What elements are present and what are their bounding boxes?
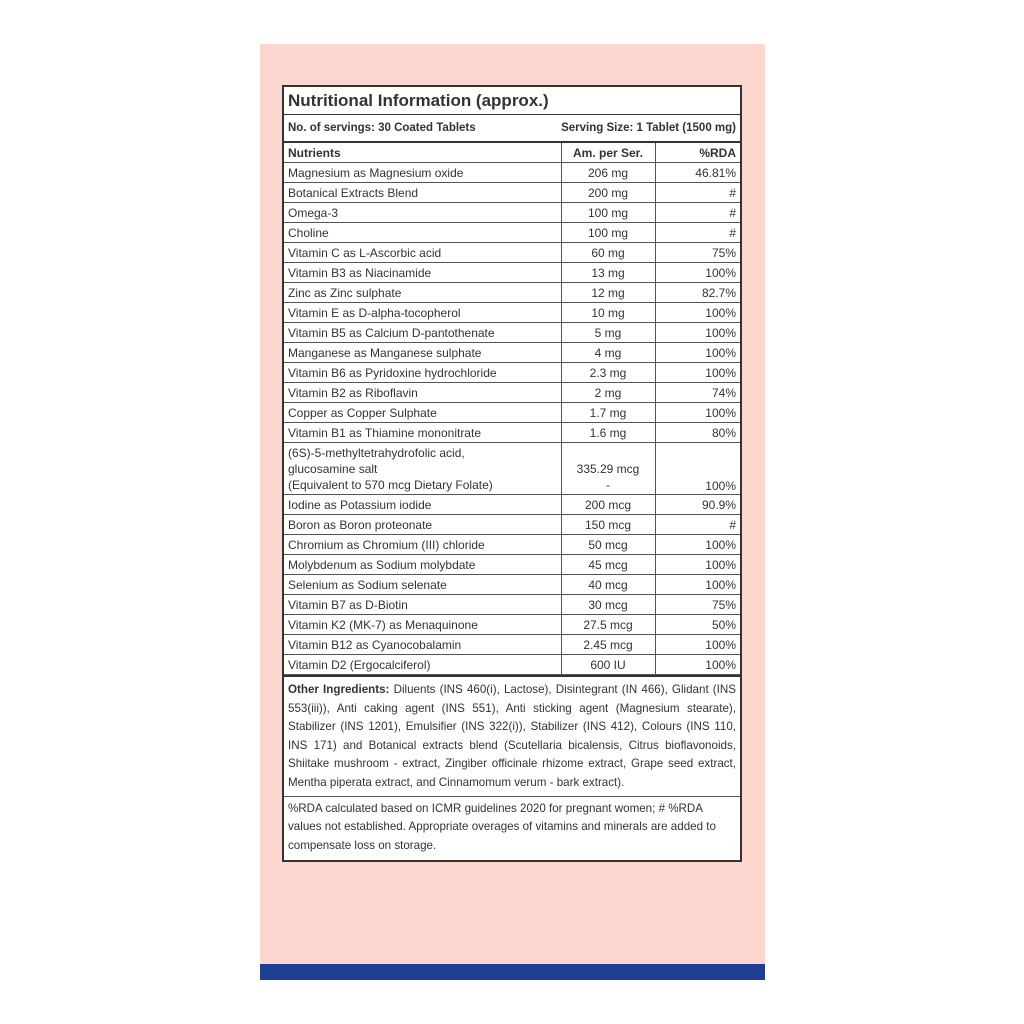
cell-rda: 100% — [655, 443, 740, 495]
nutrition-label — [282, 85, 742, 862]
cell-amount: 100 mg — [561, 203, 655, 223]
cell-nutrient: Selenium as Sodium selenate — [284, 575, 561, 595]
cell-rda: 46.81% — [655, 163, 740, 183]
table-row — [284, 635, 740, 655]
header-amount: Am. per Ser. — [561, 143, 655, 163]
cell-amount: 206 mg — [561, 163, 655, 183]
cell-rda: # — [655, 223, 740, 243]
table-row — [284, 575, 740, 595]
table-row — [284, 363, 740, 383]
cell-nutrient: Chromium as Chromium (III) chloride — [284, 535, 561, 555]
table-row — [284, 383, 740, 403]
cell-amount: 10 mg — [561, 303, 655, 323]
table-row — [284, 655, 740, 675]
table-row — [284, 243, 740, 263]
cell-amount: 1.6 mg — [561, 423, 655, 443]
cell-nutrient: Vitamin B2 as Riboflavin — [284, 383, 561, 403]
cell-nutrient: Vitamin K2 (MK-7) as Menaquinone — [284, 615, 561, 635]
cell-nutrient: Botanical Extracts Blend — [284, 183, 561, 203]
table-row — [284, 403, 740, 423]
servings-row — [284, 115, 740, 143]
table-row — [284, 263, 740, 283]
cell-rda: 74% — [655, 383, 740, 403]
cell-nutrient: Vitamin E as D-alpha-tocopherol — [284, 303, 561, 323]
cell-amount: 12 mg — [561, 283, 655, 303]
cell-rda: 75% — [655, 243, 740, 263]
table-row-folate — [284, 443, 740, 495]
cell-nutrient: Copper as Copper Sulphate — [284, 403, 561, 423]
table-row — [284, 343, 740, 363]
table-row — [284, 183, 740, 203]
cell-rda: # — [655, 515, 740, 535]
table-row — [284, 423, 740, 443]
cell-rda: 100% — [655, 343, 740, 363]
folate-amount2: - — [606, 478, 610, 492]
cell-nutrient: Vitamin B1 as Thiamine mononitrate — [284, 423, 561, 443]
cell-amount: 600 IU — [561, 655, 655, 675]
cell-rda: 100% — [655, 323, 740, 343]
cell-rda: 100% — [655, 575, 740, 595]
other-ingredients-text: Diluents (INS 460(i), Lactose), Disintegrant (IN 466), Glidant (INS 553(iii)), Anti caking agent (INS 551), Anti sticking agent (Magnesium stearate), Stabilizer (INS 1201), Emulsifier (INS 322(i)), Stabilizer (INS 412), Colours (INS 110, INS 171) and Botanical extracts blend (Scutellaria bicalensis, Citrus bioflavonoids, Shiitake mushroom - extract, Zingiber officinale rhizome extract, Grape seed extract, Mentha piperata extract, and Cinnamomum verum - bark extract). — [288, 683, 736, 789]
cell-nutrient: Boron as Boron proteonate — [284, 515, 561, 535]
table-row — [284, 203, 740, 223]
cell-rda: # — [655, 203, 740, 223]
cell-rda: 82.7% — [655, 283, 740, 303]
cell-amount: 27.5 mcg — [561, 615, 655, 635]
folate-line2: glucosamine salt — [288, 462, 378, 476]
cell-nutrient: Choline — [284, 223, 561, 243]
cell-rda: 100% — [655, 403, 740, 423]
cell-amount: 2.45 mcg — [561, 635, 655, 655]
cell-nutrient: Molybdenum as Sodium molybdate — [284, 555, 561, 575]
cell-amount: 5 mg — [561, 323, 655, 343]
cell-nutrient: Manganese as Manganese sulphate — [284, 343, 561, 363]
cell-nutrient: Vitamin B7 as D-Biotin — [284, 595, 561, 615]
cell-rda: 100% — [655, 363, 740, 383]
label-title: Nutritional Information (approx.) — [284, 87, 740, 115]
header-rda: %RDA — [655, 143, 740, 163]
table-row — [284, 495, 740, 515]
cell-rda: 100% — [655, 303, 740, 323]
cell-amount: 13 mg — [561, 263, 655, 283]
cell-rda: 50% — [655, 615, 740, 635]
table-row — [284, 163, 740, 183]
cell-nutrient: Magnesium as Magnesium oxide — [284, 163, 561, 183]
cell-amount: 40 mcg — [561, 575, 655, 595]
cell-nutrient: Vitamin B5 as Calcium D-pantothenate — [284, 323, 561, 343]
cell-amount: 30 mcg — [561, 595, 655, 615]
cell-amount: 100 mg — [561, 223, 655, 243]
folate-line1: (6S)-5-methyltetrahydrofolic acid, — [288, 446, 465, 460]
table-row — [284, 615, 740, 635]
other-ingredients — [284, 675, 740, 796]
cell-nutrient: Vitamin C as L-Ascorbic acid — [284, 243, 561, 263]
cell-rda: 75% — [655, 595, 740, 615]
header-nutrients: Nutrients — [284, 143, 561, 163]
cell-rda: 80% — [655, 423, 740, 443]
cell-nutrient: Iodine as Potassium iodide — [284, 495, 561, 515]
cell-amount: 50 mcg — [561, 535, 655, 555]
cell-nutrient: Vitamin D2 (Ergocalciferol) — [284, 655, 561, 675]
cell-rda: 100% — [655, 535, 740, 555]
table-row — [284, 535, 740, 555]
cell-amount: 2 mg — [561, 383, 655, 403]
cell-amount: 200 mg — [561, 183, 655, 203]
cell-nutrient — [284, 443, 561, 495]
cell-nutrient: Vitamin B3 as Niacinamide — [284, 263, 561, 283]
cell-amount: 60 mg — [561, 243, 655, 263]
cell-amount — [561, 443, 655, 495]
cell-amount: 1.7 mg — [561, 403, 655, 423]
other-ingredients-label: Other Ingredients: — [288, 683, 390, 696]
cell-rda: 100% — [655, 655, 740, 675]
folate-amount1: 335.29 mcg — [576, 462, 640, 476]
table-row — [284, 223, 740, 243]
cell-amount: 45 mcg — [561, 555, 655, 575]
cell-nutrient: Vitamin B12 as Cyanocobalamin — [284, 635, 561, 655]
cell-amount: 150 mcg — [561, 515, 655, 535]
cell-rda: 100% — [655, 635, 740, 655]
serving-size: Serving Size: 1 Tablet (1500 mg) — [561, 122, 736, 134]
cell-nutrient: Vitamin B6 as Pyridoxine hydrochloride — [284, 363, 561, 383]
cell-amount: 4 mg — [561, 343, 655, 363]
cell-rda: 100% — [655, 555, 740, 575]
table-row — [284, 323, 740, 343]
servings-count: No. of servings: 30 Coated Tablets — [288, 122, 476, 134]
cell-nutrient: Zinc as Zinc sulphate — [284, 283, 561, 303]
table-row — [284, 515, 740, 535]
rda-note: %RDA calculated based on ICMR guidelines 2020 for pregnant women; # %RDA values not established. Appropriate overages of vitamins and minerals are added to compensate loss on storage. — [284, 796, 740, 861]
table-row — [284, 595, 740, 615]
table-row — [284, 283, 740, 303]
cell-nutrient: Omega-3 — [284, 203, 561, 223]
cell-rda: # — [655, 183, 740, 203]
nutrients-table — [284, 143, 740, 675]
table-header-row — [284, 143, 740, 163]
table-row — [284, 303, 740, 323]
cell-amount: 200 mcg — [561, 495, 655, 515]
cell-amount: 2.3 mg — [561, 363, 655, 383]
folate-line3: (Equivalent to 570 mcg Dietary Folate) — [288, 478, 493, 492]
blue-bottom-bar — [260, 964, 765, 980]
table-row — [284, 555, 740, 575]
cell-rda: 90.9% — [655, 495, 740, 515]
cell-rda: 100% — [655, 263, 740, 283]
